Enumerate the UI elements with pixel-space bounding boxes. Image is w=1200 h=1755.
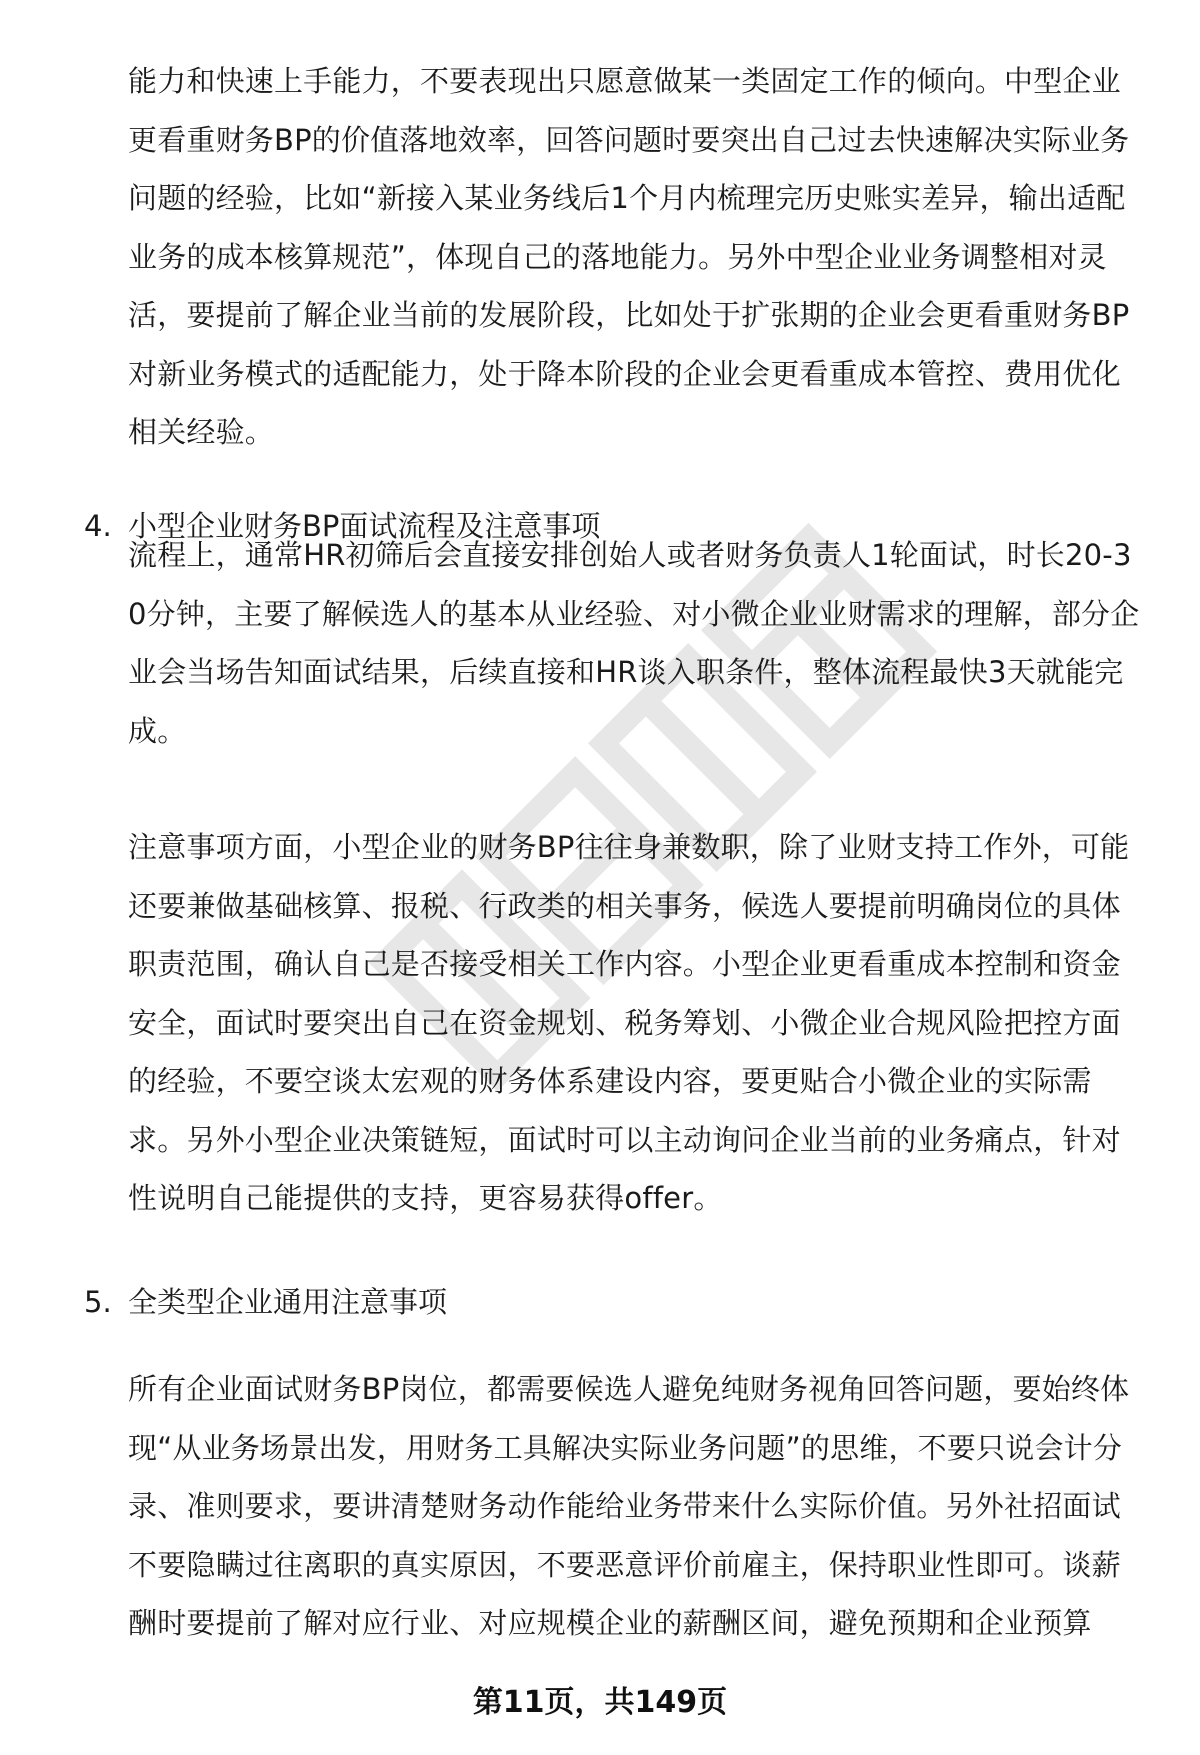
section-5-number: 5. — [84, 1285, 112, 1319]
section-4-number: 4. — [84, 509, 112, 543]
section-4-notes-paragraph: 注意事项方面，小型企业的财务BP往往身兼数职，除了业财支持工作外，可能还要兼做基础核算、报税、行政类的相关事务，候选人要提前明确岗位的具体职责范围，确认自己是否接受相关工作内容。小型企业更看重成本控制和资金安全，面试时要突出自己在资金规划、税务筹划、小微企业合规风险把控方面的经验，不要空谈太宏观的财务体系建设内容，要更贴合小微企业的实际需求。另外小型企业决策链短，面试时可以主动询问企业当前的业务痛点，针对性说明自己能提供的支持，更容易获得offer。 — [128, 830, 1130, 1215]
intro-paragraph: 能力和快速上手能力，不要表现出只愿意做某一类固定工作的倾向。中型企业更看重财务BP的价值落地效率，回答问题时要突出自己过去快速解决实际业务问题的经验，比如“新接入某业务线后1个月内梳理完历史账实差异，输出适配业务的成本核算规范”，体现自己的落地能力。另外中型企业业务调整相对灵活，要提前了解企业当前的发展阶段，比如处于扩张期的企业会更看重财务BP对新业务模式的适配能力，处于降本阶段的企业会更看重成本管控、费用优化相关经验。 — [128, 64, 1130, 449]
section-4-title: 小型企业财务BP面试流程及注意事项 — [128, 509, 601, 543]
section-4-flow-paragraph: 流程上，通常HR初筛后会直接安排创始人或者财务负责人1轮面试，时长20-30分钟，主要了解候选人的基本从业经验、对小微企业业财需求的理解，部分企业会当场告知面试结果，后续直接和HR谈入职条件，整体流程最快3天就能完成。 — [128, 538, 1140, 748]
page-footer: 第11页，共149页 — [472, 1685, 728, 1720]
section-5-title: 全类型企业通用注意事项 — [128, 1285, 448, 1319]
section-5-heading — [84, 1273, 1144, 1331]
section-5-body-paragraph: 所有企业面试财务BP岗位，都需要候选人避免纯财务视角回答问题，要始终体现“从业务场景出发，用财务工具解决实际业务问题”的思维，不要只说会计分录、准则要求，要讲清楚财务动作能给业务带来什么实际价值。另外社招面试不要隐瞒过往离职的真实原因，不要恶意评价前雇主，保持职业性即可。谈薪酬时要提前了解对应行业、对应规模企业的薪酬区间，避免预期和企业预算 — [128, 1372, 1130, 1640]
